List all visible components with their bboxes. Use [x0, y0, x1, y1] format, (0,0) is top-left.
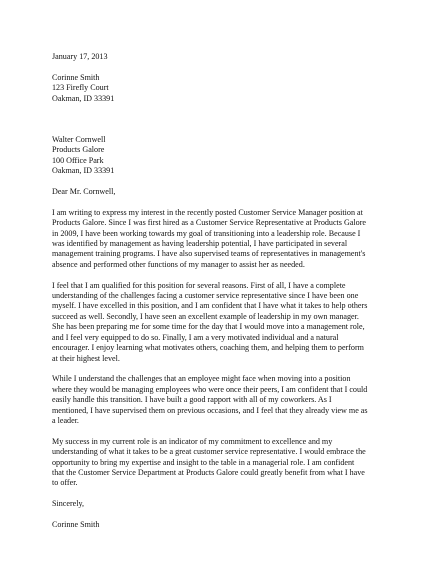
paragraph-line: opportunity to bring my expertise and insight to the table in a managerial role. I am confident	[52, 457, 355, 467]
salutation	[52, 187, 407, 197]
recipient-address	[52, 135, 407, 177]
body-paragraph-2	[52, 281, 407, 364]
paragraph-line: She has been preparing me for some time for the day that I would move into a management role,	[52, 322, 365, 332]
body-paragraph-1	[52, 208, 407, 270]
paragraph-line: was identified by management as having leadership potential, I have participated in several	[52, 239, 348, 249]
paragraph-line: easily handle this transition. I have built a good rapport with all of my coworkers. As I	[52, 395, 332, 405]
spacer	[52, 426, 407, 436]
signature-name: Corinne Smith	[52, 519, 100, 529]
sender-address	[52, 73, 407, 104]
recipient-city: Oakman, ID 33391	[52, 166, 115, 176]
paragraph-line: While I understand the challenges that an employee might face when moving into a position	[52, 374, 351, 384]
paragraph-line: and I feel very equipped to do so. Finally, I am a very motivated individual and a natural	[52, 332, 339, 342]
paragraph-line: encourager. I enjoy learning what motivates others, coaching them, and helping them to perform	[52, 343, 364, 353]
body-paragraph-3	[52, 374, 407, 426]
letter-date	[52, 52, 407, 62]
spacer	[52, 104, 407, 135]
spacer	[52, 62, 407, 72]
paragraph-line: a leader.	[52, 415, 79, 425]
paragraph-line: mentioned, I have supervised them on previous occasions, and I feel that they already view me as	[52, 405, 368, 415]
signature	[52, 520, 407, 530]
paragraph-line: in 2009, I have been working towards my goal of transitioning into a leadership role. Because I	[52, 228, 361, 238]
salutation-text: Dear Mr. Cornwell,	[52, 187, 116, 197]
spacer	[52, 197, 407, 207]
spacer	[52, 364, 407, 374]
cover-letter	[52, 52, 407, 530]
recipient-name: Walter Cornwell	[52, 135, 106, 145]
sender-name: Corinne Smith	[52, 72, 100, 82]
paragraph-line: where they would be managing employees who were once their peers, I am confident that I could	[52, 384, 368, 394]
paragraph-line: at their highest level.	[52, 353, 120, 363]
paragraph-line: Products Galore. Since I was first hired as a Customer Service Representative at Products Galore	[52, 218, 366, 228]
spacer	[52, 177, 407, 187]
paragraph-line: understanding of what it takes to be a great customer service representative. I would embrace the	[52, 447, 366, 457]
closing	[52, 499, 407, 509]
sender-city: Oakman, ID 33391	[52, 93, 115, 103]
paragraph-line: understanding of the challenges facing a customer service representative since I have been one	[52, 291, 359, 301]
spacer	[52, 270, 407, 280]
body-paragraph-4	[52, 437, 407, 489]
recipient-company: Products Galore	[52, 145, 105, 155]
paragraph-line: succeed as well. Secondly, I have seen an excellent example of leadership in my own manager.	[52, 311, 359, 321]
spacer	[52, 510, 407, 520]
paragraph-line: myself. I have excelled in this position, and I am confident that I have what it takes to help others	[52, 301, 368, 311]
paragraph-line: to offer.	[52, 478, 78, 488]
closing-text: Sincerely,	[52, 499, 85, 509]
paragraph-line: I feel that I am qualified for this position for several reasons. First of all, I have a complete	[52, 280, 346, 290]
paragraph-line: absence and performed other functions of my manager to assist her as needed.	[52, 259, 305, 269]
recipient-street: 100 Office Park	[52, 155, 104, 165]
sender-street: 123 Firefly Court	[52, 83, 109, 93]
spacer	[52, 489, 407, 499]
paragraph-line: My success in my current role is an indicator of my commitment to excellence and my	[52, 436, 333, 446]
paragraph-line: management training programs. I have also supervised teams of representatives in management's	[52, 249, 366, 259]
paragraph-line: that the Customer Service Department at Products Galore could greatly benefit from what I have	[52, 467, 365, 477]
date-text: January 17, 2013	[52, 52, 108, 61]
paragraph-line: I am writing to express my interest in the recently posted Customer Service Manager position at	[52, 207, 363, 217]
